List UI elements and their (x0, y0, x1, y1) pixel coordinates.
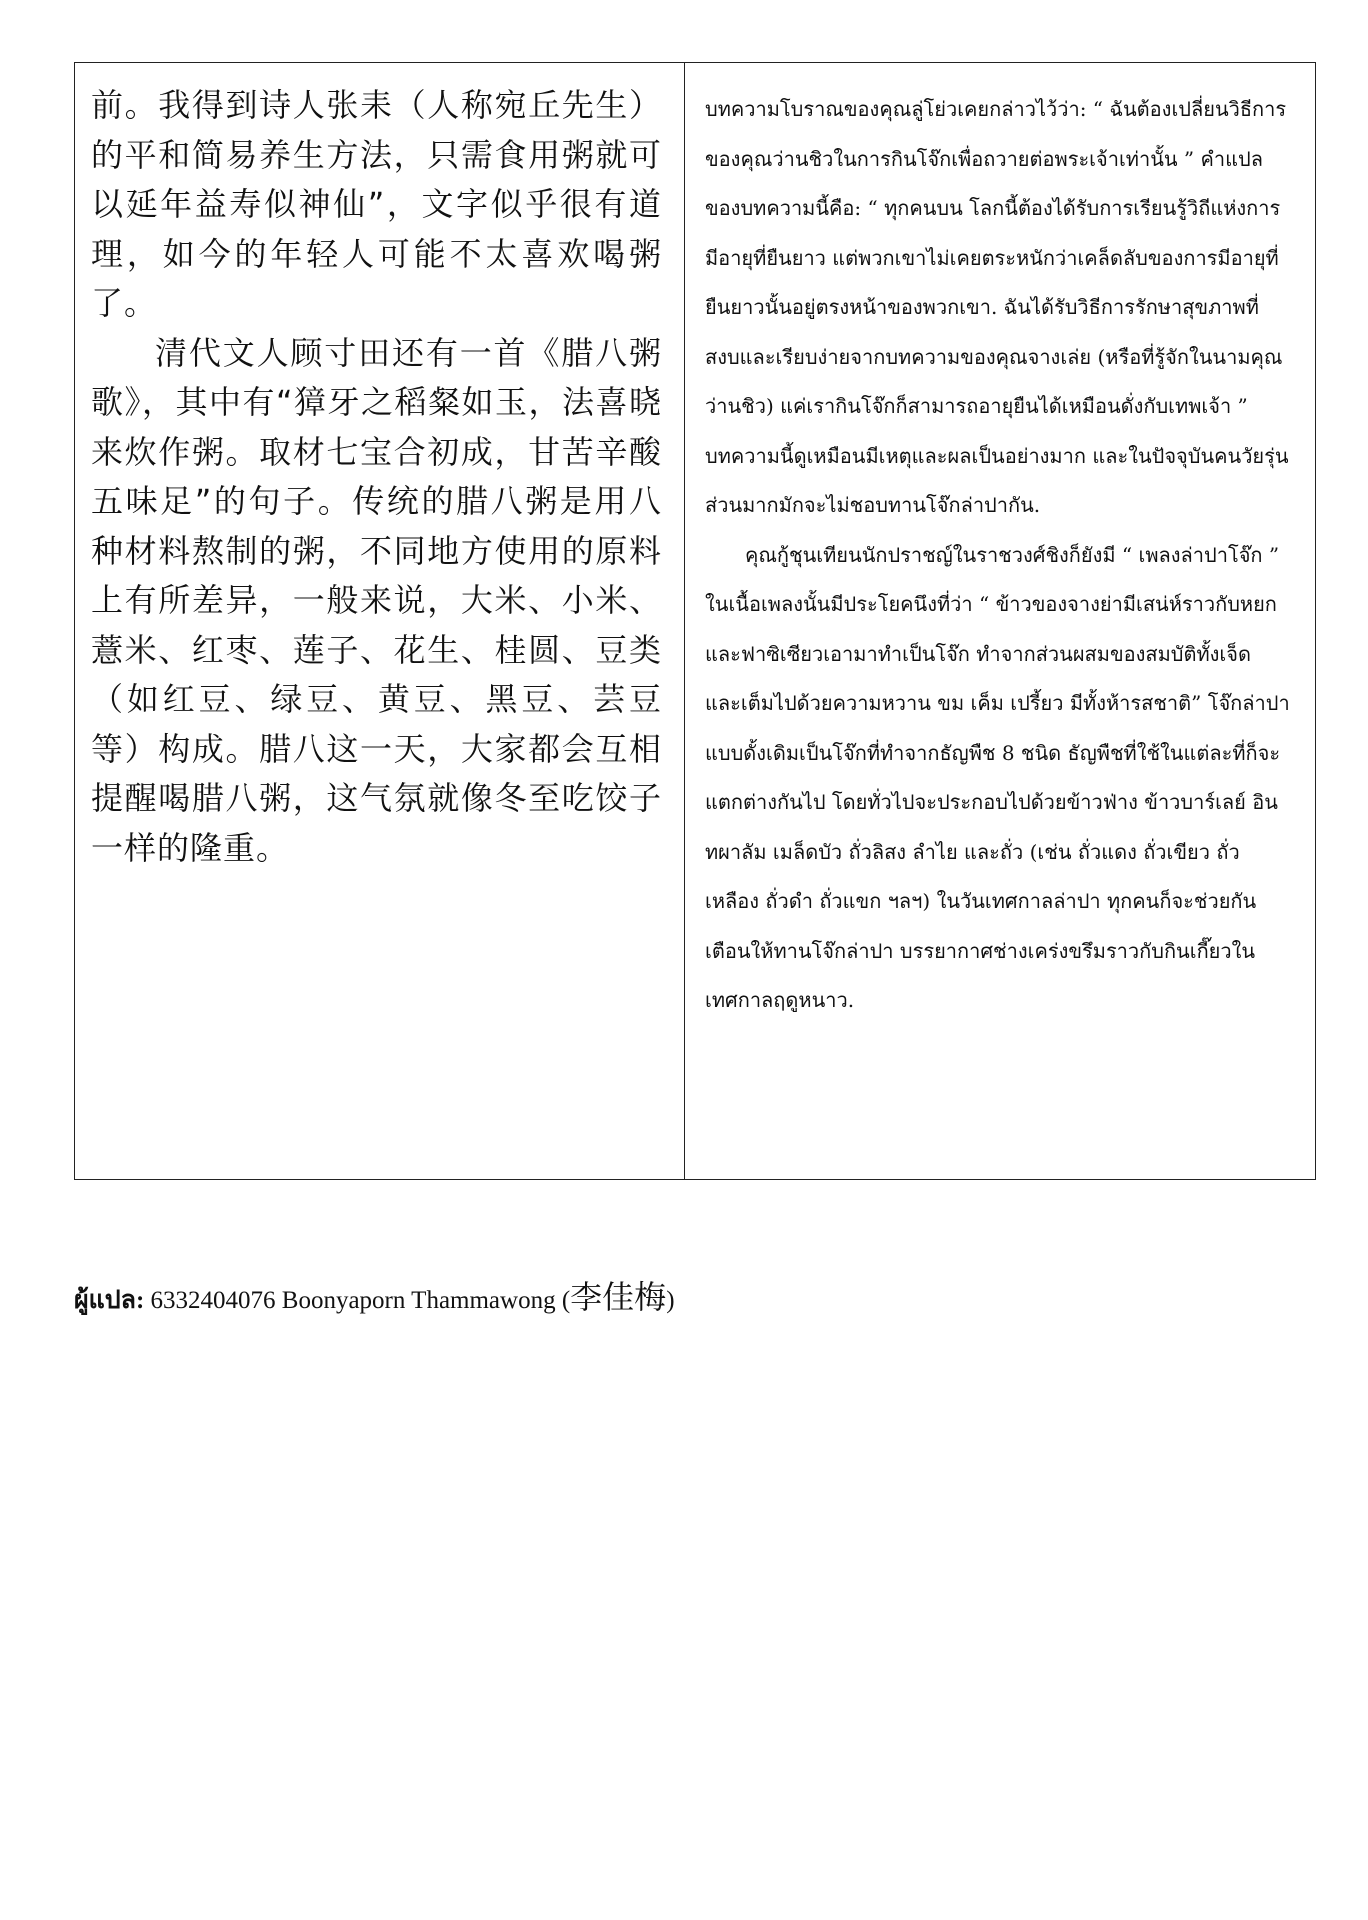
translator-paren-open: ( (561, 1287, 571, 1314)
translator-label: ผู้แปล: (74, 1287, 145, 1314)
translator-credit (74, 1272, 675, 1320)
translator-chinese-name: 李佳梅 (570, 1278, 667, 1316)
thai-paragraph-2: คุณกู้ชุนเทียนนักปราชญ์ในราชวงศ์ชิงก็ยังมี “ เพลงล่าปาโจ๊ก ” ในเนื้อเพลงนั้นมีประโยคนึงที่ว่า “ ข้าวของจางย่ามีเสน่ห์ราวกับหยก และฟาซิเซียวเอามาทำเป็นโจ๊ก ทำจากส่วนผสมของสมบัติทั้งเจ็ด และเต็มไปด้วยความหวาน ขม เค็ม เปรี้ยว มีทั้งห้ารสชาติ” โจ๊กล่าปาแบบดั้งเดิมเป็นโจ๊กที่ทำจากธัญพืช 8 ชนิด ธัญพืชที่ใช้ในแต่ละที่ก็จะแตกต่างกันไป โดยทั่วไปจะประกอบไปด้วยข้าวฟ่าง ข้าวบาร์เลย์ อินทผาลัม เมล็ดบัว ถั่วลิสง ลำไย และถั่ว (เช่น ถั่วแดง ถั่วเขียว ถั่วเหลือง ถั่วดำ ถั่วแขก ฯลฯ) ในวันเทศกาลล่าปา ทุกคนก็จะช่วยกันเตือนให้ทานโจ๊กล่าปา บรรยากาศช่างเคร่งขรึมราวกับกินเกี๊ยวในเทศกาลฤดูหนาว. (705, 542, 1290, 1012)
translator-paren-close: ) (666, 1287, 675, 1314)
thai-translation-column (685, 63, 1315, 1179)
chinese-paragraph-2: 清代文人顾寸田还有一首《腊八粥歌》，其中有“獐牙之稻粲如玉，法喜晓来炊作粥。取材七宝合初成，甘苦辛酸五味足”的句子。传统的腊八粥是用八种材料熬制的粥，不同地方使用的原料上有所差异，一般来说，大米、小米、薏米、红枣、莲子、花生、桂圆、豆类（如红豆、绿豆、黄豆、黑豆、芸豆等）构成。腊八这一天，大家都会互相提醒喝腊八粥，这气氛就像冬至吃饺子一样的隆重。 (91, 333, 662, 867)
translator-id-name: 6332404076 Boonyaporn Thammawong (150, 1287, 556, 1314)
chinese-text-column (75, 63, 685, 1179)
translation-table (74, 62, 1316, 1180)
thai-paragraph-1: บทความโบราณของคุณลู่โย่วเคยกล่าวไว้ว่า: “ ฉันต้องเปลี่ยนวิธีการของคุณว่านชิวในการกินโจ๊กเพื่อถวายต่อพระเจ้าเท่านั้น ” คำแปลของบทความนี้คือ: “ ทุกคนบน โลกนี้ต้องได้รับการเรียนรู้วิถีแห่งการมีอายุที่ยืนยาว แต่พวกเขาไม่เคยตระหนักว่าเคล็ดลับของการมีอายุที่ยืนยาวนั้นอยู่ตรงหน้าของพวกเขา. ฉันได้รับวิธีการรักษาสุขภาพที่สงบและเรียบง่ายจากบทความของคุณจางเล่ย (หรือที่รู้จักในนามคุณว่านชิว) แค่เรากินโจ๊กก็สามารถอายุยืนได้เหมือนดั่งกับเทพเจ้า ” บทความนี้ดูเหมือนมีเหตุและผลเป็นอย่างมาก และในปัจจุบันคนวัยรุ่นส่วนมากมักจะไม่ชอบทานโจ๊กล่าปากัน. (705, 97, 1289, 517)
chinese-paragraph-1: 前。我得到诗人张耒（人称宛丘先生）的平和简易养生方法，只需食用粥就可以延年益寿似神仙”，文字似乎很有道理，如今的年轻人可能不太喜欢喝粥了。 (91, 86, 662, 322)
